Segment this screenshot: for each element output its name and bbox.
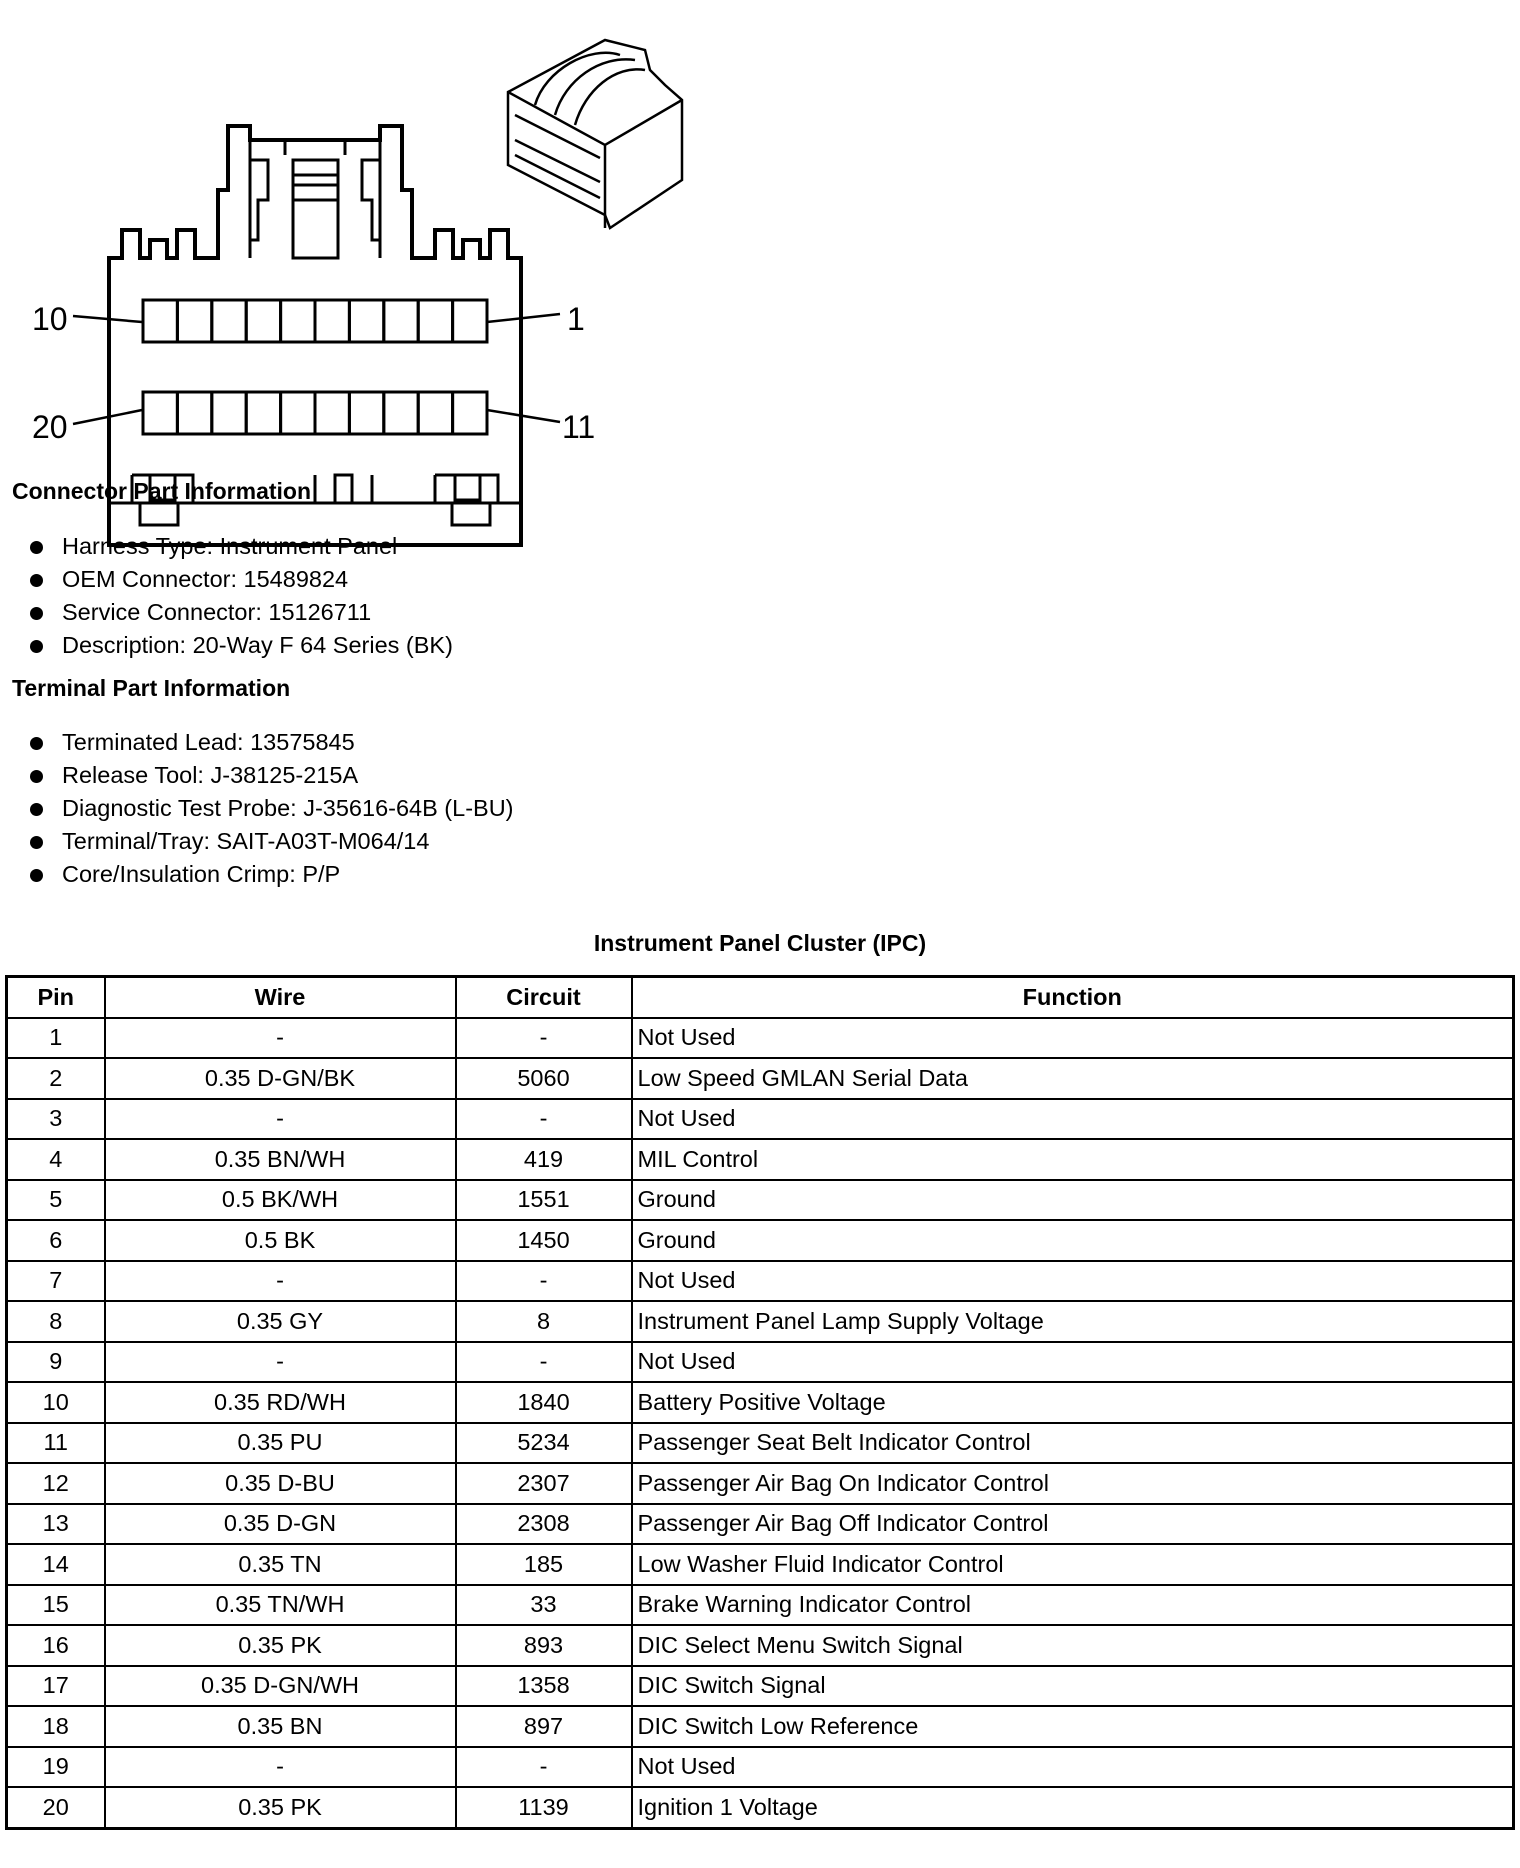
- pin-cavity: [418, 392, 452, 434]
- table-row: [7, 1058, 1514, 1099]
- cell-circuit: 1450: [456, 1220, 632, 1261]
- pin-cavity: [246, 300, 280, 342]
- cell-circuit: 2308: [456, 1504, 632, 1545]
- cell-wire: 0.35 TN/WH: [105, 1585, 456, 1626]
- cell-circuit: -: [456, 1099, 632, 1140]
- table-title: Instrument Panel Cluster (IPC): [593, 930, 927, 956]
- cell-pin: 15: [7, 1585, 105, 1626]
- cell-function: Not Used: [632, 1099, 1514, 1140]
- cell-pin: 8: [7, 1301, 105, 1342]
- cell-pin: 16: [7, 1625, 105, 1666]
- cell-function: Ground: [632, 1220, 1514, 1261]
- cavity-row-top: [143, 300, 487, 342]
- header-function: Function: [632, 977, 1514, 1018]
- header-circuit: Circuit: [456, 977, 632, 1018]
- table-row: [7, 1180, 1514, 1221]
- cell-pin: 20: [7, 1787, 105, 1828]
- cell-wire: -: [105, 1261, 456, 1302]
- cell-function: DIC Select Menu Switch Signal: [632, 1625, 1514, 1666]
- pin-cavity: [143, 300, 177, 342]
- cell-wire: 0.35 D-GN: [105, 1504, 456, 1545]
- cell-circuit: 893: [456, 1625, 632, 1666]
- pinout-table: [5, 975, 1515, 1830]
- pin-cavity: [349, 300, 383, 342]
- header-pin: Pin: [7, 977, 105, 1018]
- cell-wire: 0.35 GY: [105, 1301, 456, 1342]
- cell-circuit: 2307: [456, 1463, 632, 1504]
- cell-circuit: 1840: [456, 1382, 632, 1423]
- table-row: [7, 1666, 1514, 1707]
- connector-iso-view: [508, 40, 682, 228]
- table-row: [7, 1342, 1514, 1383]
- header-wire: Wire: [105, 977, 456, 1018]
- cell-circuit: 897: [456, 1706, 632, 1747]
- pin-cavity: [212, 300, 246, 342]
- cell-function: Battery Positive Voltage: [632, 1382, 1514, 1423]
- cell-pin: 14: [7, 1544, 105, 1585]
- cell-pin: 18: [7, 1706, 105, 1747]
- cell-pin: 7: [7, 1261, 105, 1302]
- cell-pin: 10: [7, 1382, 105, 1423]
- cell-function: Passenger Air Bag On Indicator Control: [632, 1463, 1514, 1504]
- cell-circuit: 5234: [456, 1423, 632, 1464]
- cell-wire: 0.35 D-BU: [105, 1463, 456, 1504]
- cell-wire: 0.35 RD/WH: [105, 1382, 456, 1423]
- table-row: [7, 1625, 1514, 1666]
- cell-wire: -: [105, 1099, 456, 1140]
- cell-circuit: -: [456, 1747, 632, 1788]
- cell-circuit: 1358: [456, 1666, 632, 1707]
- table-row: [7, 1261, 1514, 1302]
- cell-wire: 0.35 D-GN/WH: [105, 1666, 456, 1707]
- pin-cavity: [418, 300, 452, 342]
- connector-info-list: [28, 530, 453, 662]
- cell-wire: -: [105, 1342, 456, 1383]
- table-row: [7, 1301, 1514, 1342]
- cell-function: Ground: [632, 1180, 1514, 1221]
- cell-circuit: 419: [456, 1139, 632, 1180]
- list-item: Release Tool: J-38125-215A: [28, 759, 514, 792]
- cell-pin: 9: [7, 1342, 105, 1383]
- terminal-info-list: [28, 726, 514, 891]
- pin-label-20: 20: [32, 409, 68, 445]
- cell-wire: -: [105, 1747, 456, 1788]
- cell-wire: 0.5 BK: [105, 1220, 456, 1261]
- cell-wire: 0.35 D-GN/BK: [105, 1058, 456, 1099]
- list-item: Harness Type: Instrument Panel: [28, 530, 453, 563]
- pin-cavity: [384, 392, 418, 434]
- pin-cavity: [384, 300, 418, 342]
- pin-cavity: [453, 300, 487, 342]
- list-item: Core/Insulation Crimp: P/P: [28, 858, 514, 891]
- cell-pin: 1: [7, 1018, 105, 1059]
- cell-wire: 0.5 BK/WH: [105, 1180, 456, 1221]
- cell-function: Brake Warning Indicator Control: [632, 1585, 1514, 1626]
- table-row: [7, 1220, 1514, 1261]
- pin-cavity: [246, 392, 280, 434]
- list-item: Terminal/Tray: SAIT-A03T-M064/14: [28, 825, 514, 858]
- pin-cavity: [143, 392, 177, 434]
- cell-wire: 0.35 BN: [105, 1706, 456, 1747]
- cell-function: Not Used: [632, 1018, 1514, 1059]
- pin-cavity: [177, 392, 211, 434]
- cell-wire: 0.35 PK: [105, 1787, 456, 1828]
- table-row: [7, 1787, 1514, 1828]
- cell-circuit: 5060: [456, 1058, 632, 1099]
- cell-circuit: -: [456, 1261, 632, 1302]
- table-row: [7, 1099, 1514, 1140]
- cell-pin: 11: [7, 1423, 105, 1464]
- list-item: Terminated Lead: 13575845: [28, 726, 514, 759]
- table-row: [7, 1747, 1514, 1788]
- table-row: [7, 1139, 1514, 1180]
- table-row: [7, 1504, 1514, 1545]
- cell-circuit: 8: [456, 1301, 632, 1342]
- cell-function: Passenger Air Bag Off Indicator Control: [632, 1504, 1514, 1545]
- cell-circuit: 33: [456, 1585, 632, 1626]
- table-row: [7, 1544, 1514, 1585]
- table-row: [7, 1018, 1514, 1059]
- cell-function: Low Speed GMLAN Serial Data: [632, 1058, 1514, 1099]
- list-item: Description: 20-Way F 64 Series (BK): [28, 629, 453, 662]
- cell-wire: 0.35 PU: [105, 1423, 456, 1464]
- cell-function: Not Used: [632, 1747, 1514, 1788]
- table-row: [7, 1463, 1514, 1504]
- cell-function: MIL Control: [632, 1139, 1514, 1180]
- cavity-row-bottom: [143, 392, 487, 434]
- cell-circuit: 185: [456, 1544, 632, 1585]
- cell-function: DIC Switch Low Reference: [632, 1706, 1514, 1747]
- cell-pin: 4: [7, 1139, 105, 1180]
- cell-pin: 3: [7, 1099, 105, 1140]
- pin-cavity: [281, 392, 315, 434]
- cell-wire: 0.35 TN: [105, 1544, 456, 1585]
- cell-circuit: 1139: [456, 1787, 632, 1828]
- pin-cavity: [453, 392, 487, 434]
- table-row: [7, 1585, 1514, 1626]
- table-row: [7, 1382, 1514, 1423]
- cell-function: DIC Switch Signal: [632, 1666, 1514, 1707]
- pin-cavity: [349, 392, 383, 434]
- cell-circuit: -: [456, 1342, 632, 1383]
- cell-function: Not Used: [632, 1261, 1514, 1302]
- list-item: Diagnostic Test Probe: J-35616-64B (L-BU): [28, 792, 514, 825]
- cell-pin: 13: [7, 1504, 105, 1545]
- cell-pin: 19: [7, 1747, 105, 1788]
- cell-pin: 5: [7, 1180, 105, 1221]
- pin-cavity: [281, 300, 315, 342]
- pin-label-10: 10: [32, 301, 68, 337]
- cell-function: Low Washer Fluid Indicator Control: [632, 1544, 1514, 1585]
- pin-label-1: 1: [567, 301, 585, 337]
- cell-pin: 2: [7, 1058, 105, 1099]
- cell-circuit: 1551: [456, 1180, 632, 1221]
- cell-function: Not Used: [632, 1342, 1514, 1383]
- pin-cavity: [177, 300, 211, 342]
- cell-circuit: -: [456, 1018, 632, 1059]
- cell-wire: 0.35 BN/WH: [105, 1139, 456, 1180]
- table-row: [7, 1706, 1514, 1747]
- cell-pin: 12: [7, 1463, 105, 1504]
- connector-face-diagram: [0, 0, 720, 445]
- cell-pin: 6: [7, 1220, 105, 1261]
- cell-function: Instrument Panel Lamp Supply Voltage: [632, 1301, 1514, 1342]
- cell-wire: -: [105, 1018, 456, 1059]
- pin-cavity: [315, 392, 349, 434]
- cell-function: Passenger Seat Belt Indicator Control: [632, 1423, 1514, 1464]
- list-item: Service Connector: 15126711: [28, 596, 453, 629]
- cell-wire: 0.35 PK: [105, 1625, 456, 1666]
- table-row: [7, 1423, 1514, 1464]
- pin-cavity: [315, 300, 349, 342]
- list-item: OEM Connector: 15489824: [28, 563, 453, 596]
- pin-cavity: [212, 392, 246, 434]
- cell-function: Ignition 1 Voltage: [632, 1787, 1514, 1828]
- pin-label-11: 11: [562, 409, 596, 445]
- cell-pin: 17: [7, 1666, 105, 1707]
- terminal-info-heading: Terminal Part Information: [12, 675, 291, 701]
- connector-info-heading: Connector Part Information: [12, 478, 312, 504]
